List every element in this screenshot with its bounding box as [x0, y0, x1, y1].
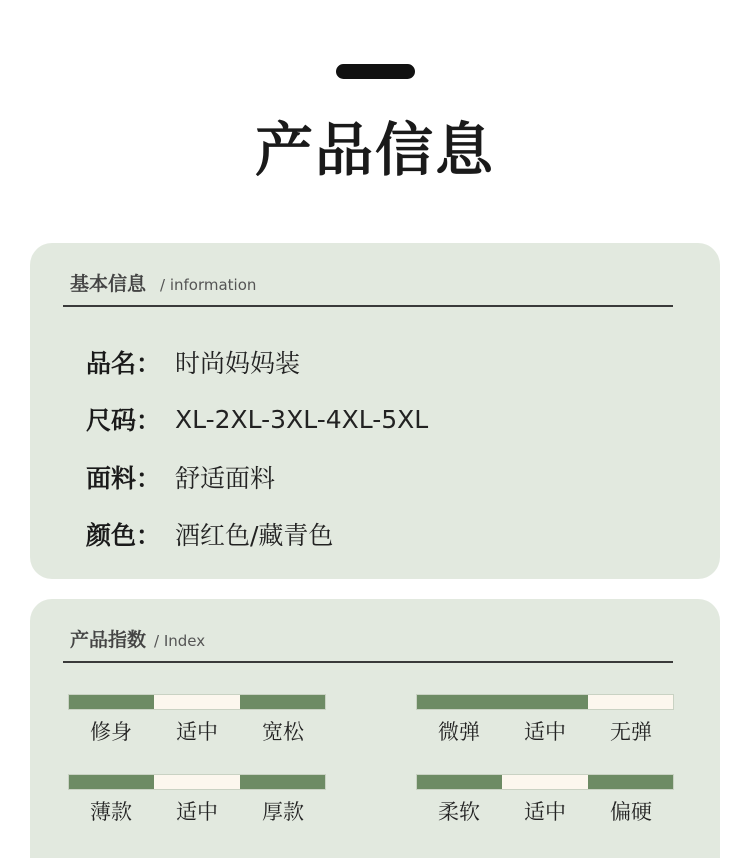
info-value: 酒红色/藏青色: [175, 521, 334, 551]
product-index-card: [30, 599, 720, 858]
page-title: 产品信息: [254, 116, 495, 184]
scale-segment: [502, 775, 587, 789]
scale-segment: [154, 775, 239, 789]
elasticity-scale: [416, 694, 674, 746]
scale-segment: [69, 695, 154, 709]
basic-info-divider: [63, 305, 673, 307]
softness-scale: [416, 774, 674, 826]
product-index-heading: 产品指数: [70, 629, 147, 651]
scale-bar: [416, 774, 674, 790]
info-label: 尺码：: [86, 406, 162, 436]
info-label: 颜色：: [86, 521, 162, 551]
scale-segment: [588, 775, 673, 789]
decorative-top-bar: [336, 64, 415, 79]
scale-label: 适中: [524, 720, 566, 744]
scale-label: 柔软: [438, 800, 480, 824]
info-label: 面料：: [86, 463, 162, 493]
info-row-fabric: [86, 448, 428, 506]
scale-label: 适中: [524, 800, 566, 824]
scale-label: 修身: [90, 720, 132, 744]
basic-info-card: [30, 243, 720, 579]
scale-segment: [417, 695, 502, 709]
scale-label: 适中: [176, 720, 218, 744]
info-value: 舒适面料: [175, 463, 276, 493]
info-row-name: [86, 333, 428, 391]
product-index-header: [70, 625, 205, 655]
info-value: 时尚妈妈装: [175, 348, 301, 378]
scale-bar: [68, 774, 326, 790]
info-row-size: [86, 391, 428, 449]
fit-scale: [68, 694, 326, 746]
info-value: XL-2XL-3XL-4XL-5XL: [175, 404, 429, 434]
scale-segment: [240, 775, 325, 789]
basic-info-list: [86, 333, 428, 563]
product-index-heading-en: / Index: [154, 632, 206, 650]
scale-label: 偏硬: [610, 800, 652, 824]
scale-label: 微弹: [438, 720, 480, 744]
scale-segment: [588, 695, 673, 709]
thickness-scale: [68, 774, 326, 826]
scale-segment: [154, 695, 239, 709]
scale-segment: [502, 695, 587, 709]
scale-label: 宽松: [262, 720, 304, 744]
info-row-color: [86, 506, 428, 564]
scale-label: 无弹: [610, 720, 652, 744]
scale-label: 适中: [176, 800, 218, 824]
info-label: 品名：: [86, 348, 162, 378]
product-index-divider: [63, 661, 673, 663]
scale-bar: [68, 694, 326, 710]
scale-segment: [240, 695, 325, 709]
basic-info-heading-en: / information: [160, 276, 257, 294]
scale-bar: [416, 694, 674, 710]
scale-segment: [417, 775, 502, 789]
scale-label: 厚款: [262, 800, 304, 824]
basic-info-header: [70, 269, 256, 299]
scale-segment: [69, 775, 154, 789]
scale-label: 薄款: [90, 800, 132, 824]
basic-info-heading: 基本信息: [70, 273, 147, 295]
